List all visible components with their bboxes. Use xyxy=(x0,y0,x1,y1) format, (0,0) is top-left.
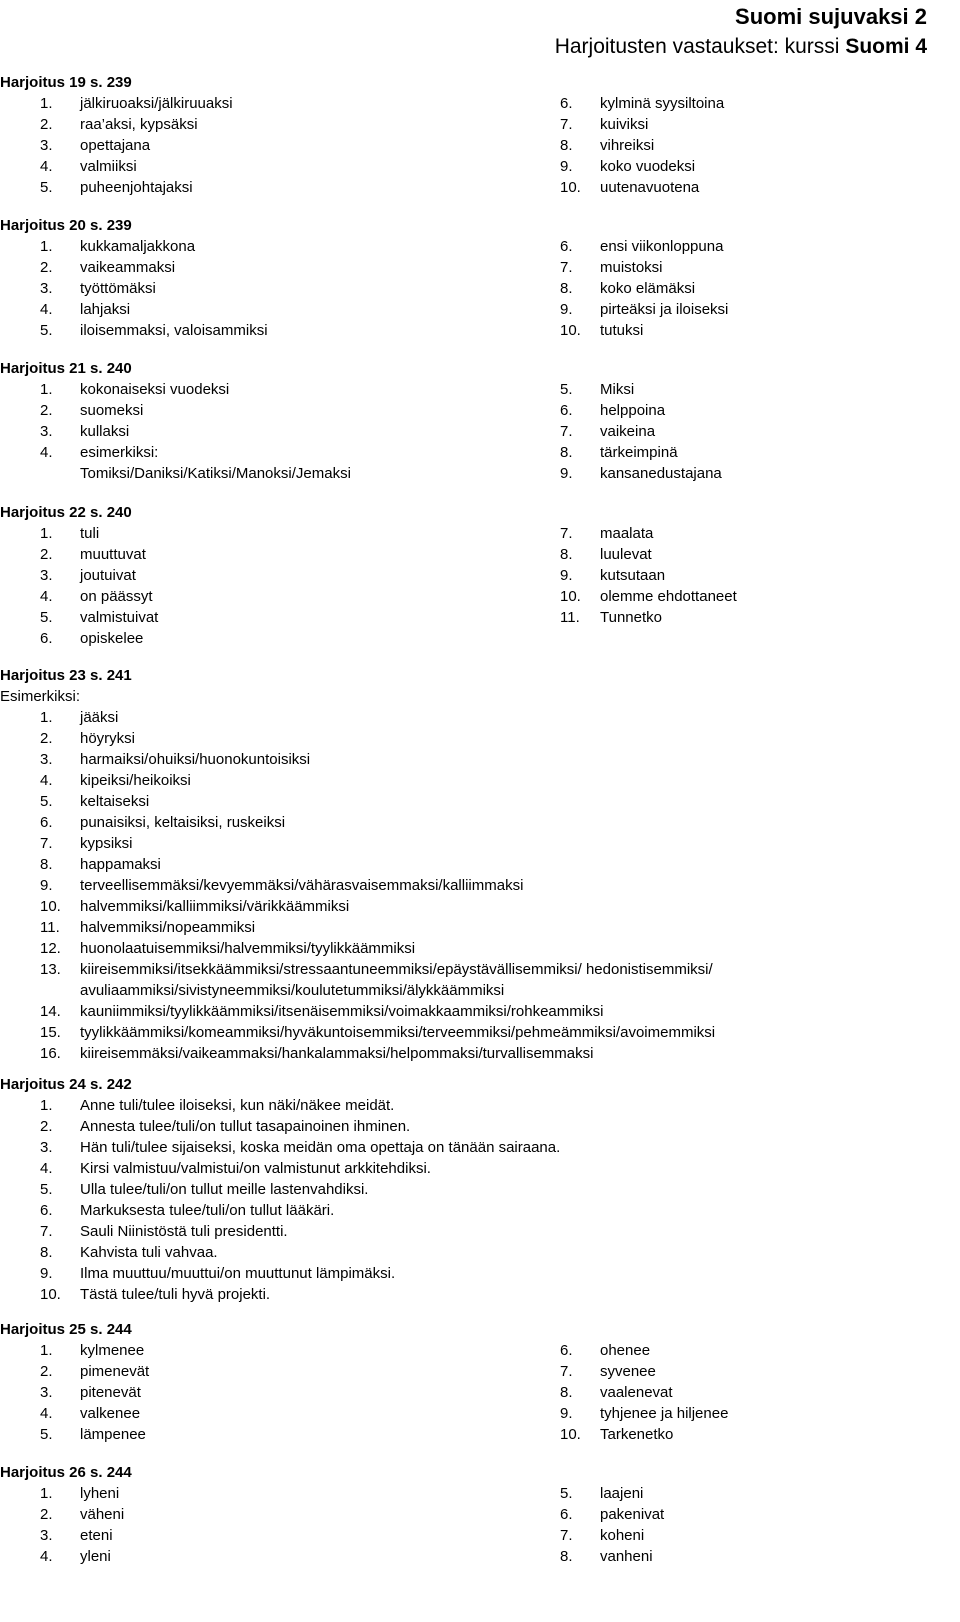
exercise-title: Harjoitus 25 s. 244 xyxy=(0,1321,132,1338)
answer-number: 1. xyxy=(40,525,53,542)
answer-number: 10. xyxy=(40,1286,61,1303)
answer-text: kutsutaan xyxy=(600,567,666,584)
answer-number: 7. xyxy=(560,1363,573,1380)
answer-text: Kirsi valmistuu/valmistui/on valmistunut arkkitehdiksi. xyxy=(80,1160,431,1177)
answer-number: 10. xyxy=(560,588,581,605)
answer-text: muistoksi xyxy=(600,259,663,276)
answer-number: 4. xyxy=(40,301,53,318)
answer-number: 7. xyxy=(560,525,573,542)
answer-text: pimenevät xyxy=(80,1363,150,1380)
answer-text: koko vuodeksi xyxy=(600,158,696,175)
answer-text: vaikeammaksi xyxy=(80,259,176,276)
answer-number: 2. xyxy=(40,730,53,747)
answer-text: valmiiksi xyxy=(80,158,137,175)
answer-number: 4. xyxy=(40,1548,53,1565)
answer-number: 1. xyxy=(40,1342,53,1359)
answer-text: pirteäksi ja iloiseksi xyxy=(600,301,729,318)
answer-text: puheenjohtajaksi xyxy=(80,179,193,196)
answer-text: Tästä tulee/tuli hyvä projekti. xyxy=(80,1286,271,1303)
answer-number: 8. xyxy=(40,856,53,873)
answer-text: Ilma muuttuu/muuttui/on muuttunut lämpimäksi. xyxy=(80,1265,396,1282)
answer-text: yleni xyxy=(80,1548,111,1565)
answer-number: 14. xyxy=(40,1003,61,1020)
answer-number: 8. xyxy=(560,1548,573,1565)
answer-text: Anne tuli/tulee iloiseksi, kun näki/näkee meidät. xyxy=(80,1097,395,1114)
answer-number: 11. xyxy=(560,609,580,626)
answer-text: muuttuvat xyxy=(80,546,146,563)
answer-text: helppoina xyxy=(600,402,666,419)
answer-text: jälkiruoaksi/jälkiruuaksi xyxy=(80,95,233,112)
answer-number: 2. xyxy=(40,1363,53,1380)
answer-text: kipeiksi/heikoiksi xyxy=(80,772,191,789)
answer-text: työttömäksi xyxy=(80,280,156,297)
answer-text: kiireisemmiksi/itsekkäämmiksi/stressaantuneemmiksi/epäystävällisemmiksi/ hedonistisemmiksi/ avuliaammiksi/sivistyneemmiksi/koulutetummiksi/älykkäämmiksi xyxy=(80,961,713,999)
answer-number: 2. xyxy=(40,259,53,276)
answer-number: 9. xyxy=(40,877,53,894)
answer-number: 6. xyxy=(560,402,573,419)
answer-text: suomeksi xyxy=(80,402,144,419)
answer-text: ohenee xyxy=(600,1342,651,1359)
answer-text: punaisiksi, keltaisiksi, ruskeiksi xyxy=(80,814,286,831)
answer-text: Ulla tulee/tuli/on tullut meille lastenvahdiksi. xyxy=(80,1181,369,1198)
answer-text: kauniimmiksi/tyylikkäämmiksi/itsenäisemmiksi/voimakkaammiksi/rohkeammiksi xyxy=(80,1003,604,1020)
answer-text: lyheni xyxy=(80,1485,120,1502)
answer-number: 9. xyxy=(560,301,573,318)
answer-text: tuli xyxy=(80,525,100,542)
answer-number: 11. xyxy=(40,919,60,936)
answer-number: 8. xyxy=(560,1384,573,1401)
answer-number: 5. xyxy=(40,322,53,339)
answer-number: 9. xyxy=(560,567,573,584)
answer-number: 1. xyxy=(40,1097,53,1114)
answer-number: 2. xyxy=(40,402,53,419)
answer-text: väheni xyxy=(80,1506,125,1523)
answer-text: pakenivat xyxy=(600,1506,665,1523)
answer-number: 8. xyxy=(560,280,573,297)
exercise-title: Harjoitus 22 s. 240 xyxy=(0,504,132,521)
answer-number: 2. xyxy=(40,1506,53,1523)
answer-text: opiskelee xyxy=(80,630,144,647)
answer-text: kokonaiseksi vuodeksi xyxy=(80,381,230,398)
answer-number: 3. xyxy=(40,1384,53,1401)
answer-text: uutenavuotena xyxy=(600,179,700,196)
answer-number: 3. xyxy=(40,280,53,297)
answer-text: vaikeina xyxy=(600,423,656,440)
answer-number: 8. xyxy=(40,1244,53,1261)
answer-number: 1. xyxy=(40,95,53,112)
answer-number: 15. xyxy=(40,1024,61,1041)
answer-text: tutuksi xyxy=(600,322,644,339)
exercise-title: Harjoitus 19 s. 239 xyxy=(0,74,132,91)
answer-text: kypsiksi xyxy=(80,835,133,852)
answer-number: 6. xyxy=(560,238,573,255)
exercise-section xyxy=(0,1462,960,1565)
answer-text: happamaksi xyxy=(80,856,161,873)
answer-text: huonolaatuisemmiksi/halvemmiksi/tyylikkäämmiksi xyxy=(80,940,416,957)
answer-number: 9. xyxy=(40,1265,53,1282)
answer-text: tyylikkäämmiksi/komeammiksi/hyväkuntoisemmiksi/terveemmiksi/pehmeämmiksi/avoimemmiksi xyxy=(80,1024,716,1041)
answer-text: raa’aksi, kypsäksi xyxy=(80,116,198,133)
exercise-title: Harjoitus 21 s. 240 xyxy=(0,360,132,377)
answer-text: harmaiksi/ohuiksi/huonokuntoisiksi xyxy=(80,751,311,768)
exercise-title: Harjoitus 24 s. 242 xyxy=(0,1076,132,1093)
answer-text: kukkamaljakkona xyxy=(80,238,196,255)
answer-text: kuiviksi xyxy=(600,116,649,133)
answer-text: vanheni xyxy=(600,1548,653,1565)
answer-text: Annesta tulee/tuli/on tullut tasapainoinen ihminen. xyxy=(80,1118,411,1135)
answer-number: 2. xyxy=(40,1118,53,1135)
answer-text: Miksi xyxy=(600,381,635,398)
exercise-title: Harjoitus 26 s. 244 xyxy=(0,1464,132,1481)
answer-text: on päässyt xyxy=(80,588,153,605)
answer-text: iloisemmaksi, valoisammiksi xyxy=(80,322,268,339)
answer-number: 5. xyxy=(40,793,53,810)
exercise-subtitle: Esimerkiksi: xyxy=(0,688,81,705)
answer-number: 4. xyxy=(40,588,53,605)
answer-text: Tomiksi/Daniksi/Katiksi/Manoksi/Jemaksi xyxy=(80,465,351,482)
answer-text: eteni xyxy=(80,1527,113,1544)
exercise-section xyxy=(0,215,960,339)
answer-text: keltaiseksi xyxy=(80,793,150,810)
answer-text: valkenee xyxy=(80,1405,141,1422)
answer-number: 1. xyxy=(40,381,53,398)
answer-number: 3. xyxy=(40,567,53,584)
answer-text: Hän tuli/tulee sijaiseksi, koska meidän oma opettaja on tänään sairaana. xyxy=(80,1139,561,1156)
answer-number: 5. xyxy=(560,1485,573,1502)
answer-number: 6. xyxy=(560,1342,573,1359)
exercise-title: Harjoitus 23 s. 241 xyxy=(0,667,132,684)
answer-number: 3. xyxy=(40,1527,53,1544)
answer-text: lahjaksi xyxy=(80,301,131,318)
exercise-title: Harjoitus 20 s. 239 xyxy=(0,217,132,234)
answer-number: 1. xyxy=(40,238,53,255)
answer-number: 6. xyxy=(40,630,53,647)
answer-text: vihreiksi xyxy=(600,137,655,154)
answer-number: 7. xyxy=(560,1527,573,1544)
answer-number: 3. xyxy=(40,423,53,440)
document-header xyxy=(555,2,927,62)
answer-number: 4. xyxy=(40,444,53,461)
answer-number: 9. xyxy=(560,1405,573,1422)
answer-text: joutuivat xyxy=(80,567,136,584)
answer-number: 9. xyxy=(560,158,573,175)
document-title: Suomi sujuvaksi 2 xyxy=(735,4,927,29)
answer-number: 10. xyxy=(560,322,581,339)
answer-number: 3. xyxy=(40,137,53,154)
answer-number: 4. xyxy=(40,772,53,789)
answer-number: 10. xyxy=(40,898,61,915)
answer-number: 8. xyxy=(560,137,573,154)
answer-text: maalata xyxy=(600,525,654,542)
answer-text: Tunnetko xyxy=(600,609,662,626)
answer-number: 6. xyxy=(40,1202,53,1219)
answer-number: 8. xyxy=(560,546,573,563)
answer-text: olemme ehdottaneet xyxy=(600,588,737,605)
answer-number: 4. xyxy=(40,158,53,175)
answer-number: 5. xyxy=(560,381,573,398)
answer-text: Sauli Niinistöstä tuli presidentti. xyxy=(80,1223,288,1240)
answer-text: ensi viikonloppuna xyxy=(600,238,724,255)
answer-number: 5. xyxy=(40,1181,53,1198)
answer-number: 12. xyxy=(40,940,61,957)
answer-number: 1. xyxy=(40,1485,53,1502)
answer-number: 7. xyxy=(560,423,573,440)
answer-number: 3. xyxy=(40,1139,53,1156)
answer-text: kansanedustajana xyxy=(600,465,722,482)
answer-text: tyhjenee ja hiljenee xyxy=(600,1405,729,1422)
answer-text: pitenevät xyxy=(80,1384,141,1401)
answer-number: 2. xyxy=(40,546,53,563)
answer-number: 3. xyxy=(40,751,53,768)
answer-number: 6. xyxy=(560,1506,573,1523)
answer-text: luulevat xyxy=(600,546,652,563)
answer-text: valmistuivat xyxy=(80,609,159,626)
answer-text: vaalenevat xyxy=(600,1384,673,1401)
answer-text: syvenee xyxy=(600,1363,656,1380)
answer-number: 13. xyxy=(40,961,61,978)
answer-number: 10. xyxy=(560,179,581,196)
answer-text: esimerkiksi: xyxy=(80,444,159,461)
answer-text: Markuksesta tulee/tuli/on tullut lääkäri. xyxy=(80,1202,335,1219)
subtitle-prefix: Harjoitusten vastaukset: kurssi xyxy=(554,35,846,58)
answer-text: halvemmiksi/kalliimmiksi/värikkäämmiksi xyxy=(80,898,350,915)
answer-text: koheni xyxy=(600,1527,645,1544)
exercise-section xyxy=(0,665,960,1062)
subtitle-course: Suomi 4 xyxy=(845,35,927,58)
answer-number: 6. xyxy=(40,814,53,831)
answer-text: tärkeimpinä xyxy=(600,444,678,461)
exercise-section xyxy=(0,358,960,482)
answer-number: 4. xyxy=(40,1160,53,1177)
answer-number: 5. xyxy=(40,179,53,196)
answer-text: koko elämäksi xyxy=(600,280,696,297)
answer-text: kiireisemmäksi/vaikeammaksi/hankalammaksi/helpommaksi/turvallisemmaksi xyxy=(80,1045,594,1062)
answer-number: 7. xyxy=(560,116,573,133)
answer-text: laajeni xyxy=(600,1485,644,1502)
answer-number: 9. xyxy=(560,465,573,482)
exercise-section xyxy=(0,72,960,196)
document-subtitle xyxy=(555,32,927,62)
exercise-section xyxy=(0,1319,960,1443)
exercise-section xyxy=(0,502,960,647)
answer-text: kylmenee xyxy=(80,1342,145,1359)
answer-number: 7. xyxy=(560,259,573,276)
answer-text: kullaksi xyxy=(80,423,130,440)
answer-text: jääksi xyxy=(80,709,119,726)
answer-number: 10. xyxy=(560,1426,581,1443)
answer-number: 4. xyxy=(40,1405,53,1422)
answer-number: 7. xyxy=(40,1223,53,1240)
answer-number: 2. xyxy=(40,116,53,133)
answer-text: halvemmiksi/nopeammiksi xyxy=(80,919,256,936)
exercise-section xyxy=(0,1074,960,1303)
answer-text: Kahvista tuli vahvaa. xyxy=(80,1244,218,1261)
answer-text: terveellisemmäksi/kevyemmäksi/vähärasvaisemmaksi/kalliimmaksi xyxy=(80,877,524,894)
answer-text: opettajana xyxy=(80,137,151,154)
answer-text: Tarkenetko xyxy=(600,1426,674,1443)
answer-number: 5. xyxy=(40,609,53,626)
answer-number: 1. xyxy=(40,709,53,726)
answer-text: lämpenee xyxy=(80,1426,146,1443)
answer-number: 8. xyxy=(560,444,573,461)
answer-text: höyryksi xyxy=(80,730,136,747)
answer-number: 5. xyxy=(40,1426,53,1443)
answer-number: 7. xyxy=(40,835,53,852)
answer-number: 6. xyxy=(560,95,573,112)
answer-text: kylminä syysiltoina xyxy=(600,95,725,112)
answer-number: 16. xyxy=(40,1045,61,1062)
